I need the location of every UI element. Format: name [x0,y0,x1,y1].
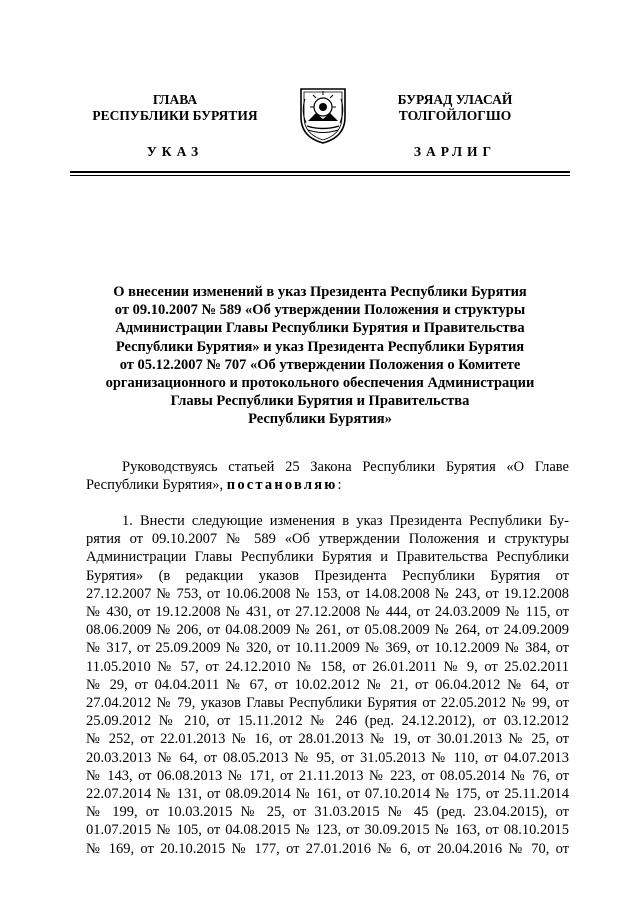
title-line: О внесении изменений в указ Президента Республики Бурятия [113,284,527,300]
body-line: № 29, от 04.04.2011 № 67, от 10.02.2012 № 21, от 06.04.2012 № 64, от [86,676,569,693]
body-line: № 252, от 22.01.2013 № 16, от 28.01.2013 № 19, от 30.01.2013 № 25, от [86,731,569,748]
title-line: от 05.12.2007 № 707 «Об утверждении Положения о Комитете [119,356,521,373]
preamble-text-2: Республики Бурятия», [86,477,227,494]
body-line: 11.05.2010 № 57, от 24.12.2010 № 158, от 26.01.2011 № 9, от 25.02.2011 [86,658,569,675]
body-line: 01.07.2015 № 105, от 04.08.2015 № 123, от 30.09.2015 № 163, от 08.10.2015 [86,822,569,839]
body-line: 27.12.2007 № 753, от 10.06.2008 № 153, от 14.08.2008 № 243, от 19.12.2008 [86,585,569,602]
header-divider-thick [70,171,570,173]
document-title [80,283,560,429]
preamble-text-1: Руководствуясь статьей 25 Закона Республики Бурятия «О Главе [122,459,569,475]
body-line: Администрации Главы Республики Бурятия и Правительства Республики [86,549,569,566]
body-line: 22.07.2014 № 131, от 08.09.2014 № 161, от 07.10.2014 № 175, от 25.11.2014 [86,786,569,803]
header-divider-thin [70,175,570,176]
title-line: Главы Республики Бурятия и Правительства [170,393,470,410]
header-left-line1: ГЛАВА [152,92,198,107]
body-paragraph [86,512,569,858]
header-left-doc-type: УКАЗ [146,144,204,159]
preamble-colon: : [337,477,342,494]
body-line: 08.06.2009 № 206, от 04.08.2009 № 261, от 05.08.2009 № 264, от 24.09.2009 [86,622,569,639]
title-line: Администрации Главы Республики Бурятия и Правительства [115,320,525,337]
preamble-decree-word: постановляю [226,477,338,494]
header-right-line1: БУРЯАД УЛАСАЙ [397,92,513,107]
body-line: 20.03.2013 № 64, от 08.05.2013 № 95, от 31.05.2013 № 110, от 04.07.2013 [86,749,569,766]
title-line: Республики Бурятия» и указ Президента Республики Бурятия [115,338,525,355]
title-line: Республики Бурятия» [248,411,392,428]
header-right-doc-type: ЗАРЛИГ [413,144,497,159]
coat-of-arms-emblem-icon [296,83,350,145]
body-line: рятия от 09.10.2007 № 589 «Об утверждении Положения и структуры [86,531,569,548]
body-line: № 199, от 10.03.2015 № 25, от 31.03.2015 № 45 (ред. 23.04.2015), от [86,804,569,821]
header-right-line2: ТОЛГОЙЛОГШО [398,108,512,123]
body-line: № 317, от 25.09.2009 № 320, от 10.11.2009 № 369, от 10.12.2009 № 384, от [86,640,569,657]
header-left-block [75,92,275,160]
title-line: организационного и протокольного обеспечения Администрации [105,375,535,392]
body-line-text: 1. Внести следующие изменения в указ Президента Республики Бу- [122,513,569,529]
header-right-block [355,92,555,160]
preamble-line-2 [86,476,569,494]
body-line: № 143, от 06.08.2013 № 171, от 21.11.2013 № 223, от 08.05.2014 № 76, от [86,767,569,784]
body-line: 27.04.2012 № 79, указов Главы Республики Бурятия от 22.05.2012 № 99, от [86,695,569,712]
body-line: 25.09.2012 № 210, от 15.11.2012 № 246 (ред. 24.12.2012), от 03.12.2012 [86,713,569,730]
preamble-paragraph [86,458,569,494]
title-line: от 09.10.2007 № 589 «Об утверждении Положения и структуры [114,302,526,319]
header-left-line2: РЕСПУБЛИКИ БУРЯТИЯ [92,108,258,123]
preamble-line-1 [86,458,569,476]
body-line: Бурятия» (в редакции указов Президента Республики Бурятия от [86,567,569,584]
body-line: № 169, от 20.10.2015 № 177, от 27.01.2016 № 6, от 20.04.2016 № 70, от [86,840,569,857]
body-line [86,512,569,530]
body-line: № 430, от 19.12.2008 № 431, от 27.12.2008 № 444, от 24.03.2009 № 115, от [86,604,569,621]
